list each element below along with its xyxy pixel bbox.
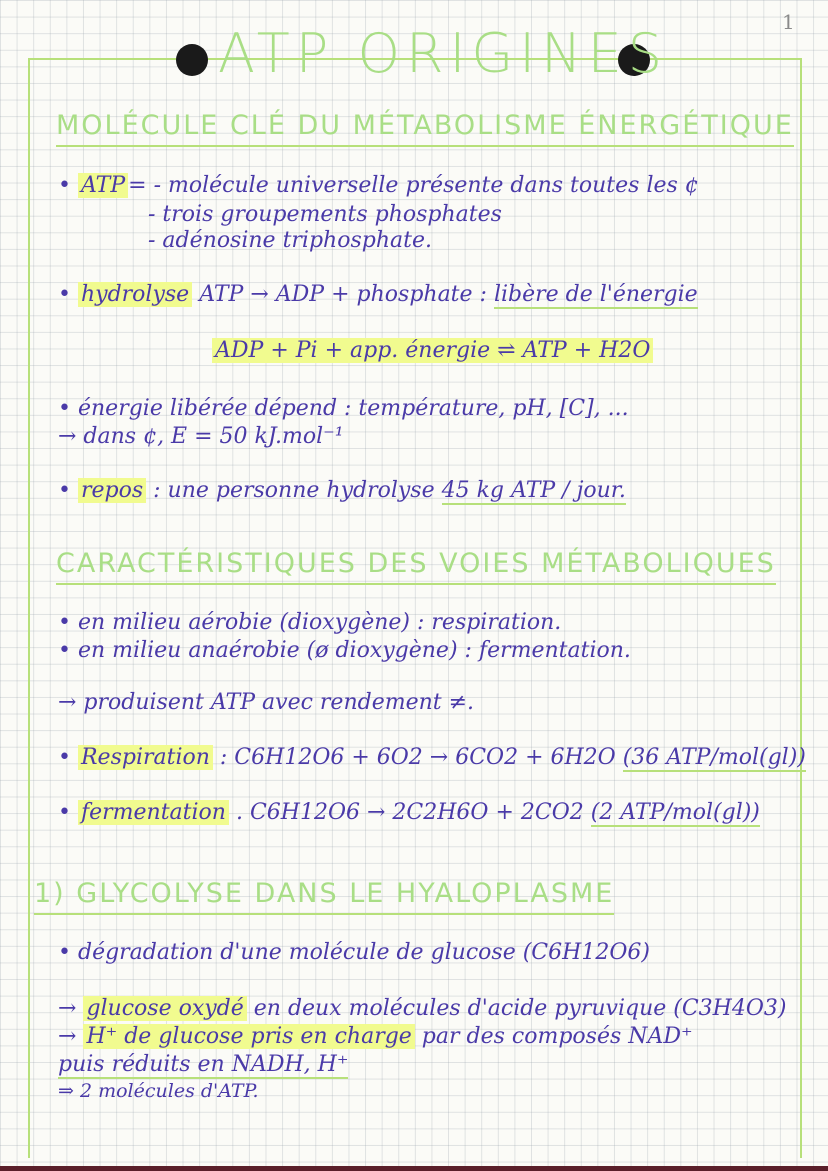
repos-text: : une personne hydrolyse [146, 478, 442, 503]
right-margin-line [800, 58, 802, 1158]
repos-label: repos [78, 478, 146, 503]
fermentation-line: • fermentation . C6H12O6 → 2C2H6O + 2CO2 (2 ATP/mol(gl)) [58, 800, 760, 825]
atp-def-3: - adénosine triphosphate. [148, 228, 432, 253]
glycolyse-degradation-text: dégradation d'une molécule de glucose (C6H12O6) [77, 940, 650, 965]
atp-def-2: - trois groupements phosphates [148, 202, 502, 227]
section-heading-3 [34, 878, 614, 909]
fermentation-label: fermentation [78, 800, 229, 825]
section-heading-2-text: CARACTÉRISTIQUES DES VOIES MÉTABOLIQUES [56, 548, 776, 579]
fermentation-equation: . C6H12O6 → 2C2H6O + 2CO2 [228, 800, 591, 825]
repos-amount: 45 kg ATP / jour. [441, 478, 626, 503]
respiration-label: Respiration [78, 745, 213, 770]
voie-anaerobie-text: en milieu anaérobie (ø dioxygène) : fermentation. [77, 638, 631, 663]
glycolyse-h-arrow: → [58, 1024, 84, 1049]
hydrolyse-text: ATP → ADP + phosphate : [192, 282, 494, 307]
section-heading-1 [56, 110, 794, 141]
section-heading-3-underline [34, 913, 614, 915]
hydrolyse-line: • hydrolyse ATP → ADP + phosphate : libère de l'énergie [58, 282, 698, 307]
glycolyse-h: H⁺ de glucose pris en charge [83, 1024, 414, 1049]
energie-line-1: • énergie libérée dépend : température, pH, [C], ... [58, 396, 629, 421]
page-number: 1 [782, 10, 795, 34]
glycolyse-h-rest: par des composés NAD⁺ [414, 1024, 693, 1049]
section-heading-2-underline [56, 583, 776, 585]
atp-def-1: = - molécule universelle présente dans toutes les ¢ [128, 173, 699, 198]
repos-line: • repos : une personne hydrolyse 45 kg ATP / jour. [58, 478, 626, 503]
section-heading-1-text: MOLÉCULE CLÉ DU MÉTABOLISME ÉNERGÉTIQUE [56, 110, 794, 141]
respiration-yield: (36 ATP/mol(gl)) [622, 745, 806, 770]
glycolyse-reduits-text: puis réduits en NADH, H⁺ [58, 1052, 349, 1077]
page-bottom-edge [0, 1166, 828, 1171]
hydrolyse-equation: ADP + Pi + app. énergie ⇌ ATP + H2O [212, 338, 653, 363]
hydrolyse-label: hydrolyse [78, 282, 192, 307]
punch-hole-left [176, 44, 208, 76]
glycolyse-reduits [58, 1052, 348, 1077]
hydrolyse-result: libère de l'énergie [493, 282, 698, 307]
section-heading-2 [56, 548, 776, 579]
glycolyse-oxyde-arrow: → [58, 996, 84, 1021]
left-margin-line [28, 58, 30, 1158]
voies-produisent: → produisent ATP avec rendement ≠. [58, 690, 475, 715]
fermentation-yield: (2 ATP/mol(gl)) [590, 800, 760, 825]
respiration-equation: : C6H12O6 + 6O2 → 6CO2 + 6H2O [212, 745, 623, 770]
hydrolyse-equation-line [212, 338, 653, 363]
atp-label: ATP [78, 173, 128, 198]
glycolyse-h-line [58, 1024, 693, 1049]
section-heading-1-underline [56, 145, 794, 147]
voie-anaerobie: • en milieu anaérobie (ø dioxygène) : fermentation. [58, 638, 631, 663]
voie-aerobie: • en milieu aérobie (dioxygène) : respiration. [58, 610, 562, 635]
glycolyse-oxyde-line [58, 996, 786, 1021]
glycolyse-degradation: • dégradation d'une molécule de glucose (C6H12O6) [58, 940, 650, 965]
page-title: ATP ORIGINES [218, 22, 668, 85]
atp-definition-line-1: • ATP = - molécule universelle présente dans toutes les ¢ [58, 173, 699, 198]
energie-line-2: → dans ¢, E = 50 kJ.mol⁻¹ [58, 424, 344, 449]
glycolyse-atp: ⇒ 2 molécules d'ATP. [58, 1080, 259, 1102]
glycolyse-oxyde-rest: en deux molécules d'acide pyruvique (C3H4O3) [246, 996, 787, 1021]
voie-aerobie-text: en milieu aérobie (dioxygène) : respiration. [77, 610, 562, 635]
energie-text-1: énergie libérée dépend : température, pH, [C], ... [77, 396, 629, 421]
section-heading-3-text: 1) GLYCOLYSE DANS LE HYALOPLASME [34, 878, 615, 909]
glycolyse-oxyde: glucose oxydé [83, 996, 246, 1021]
respiration-line: • Respiration : C6H12O6 + 6O2 → 6CO2 + 6H2O (36 ATP/mol(gl)) [58, 745, 806, 770]
